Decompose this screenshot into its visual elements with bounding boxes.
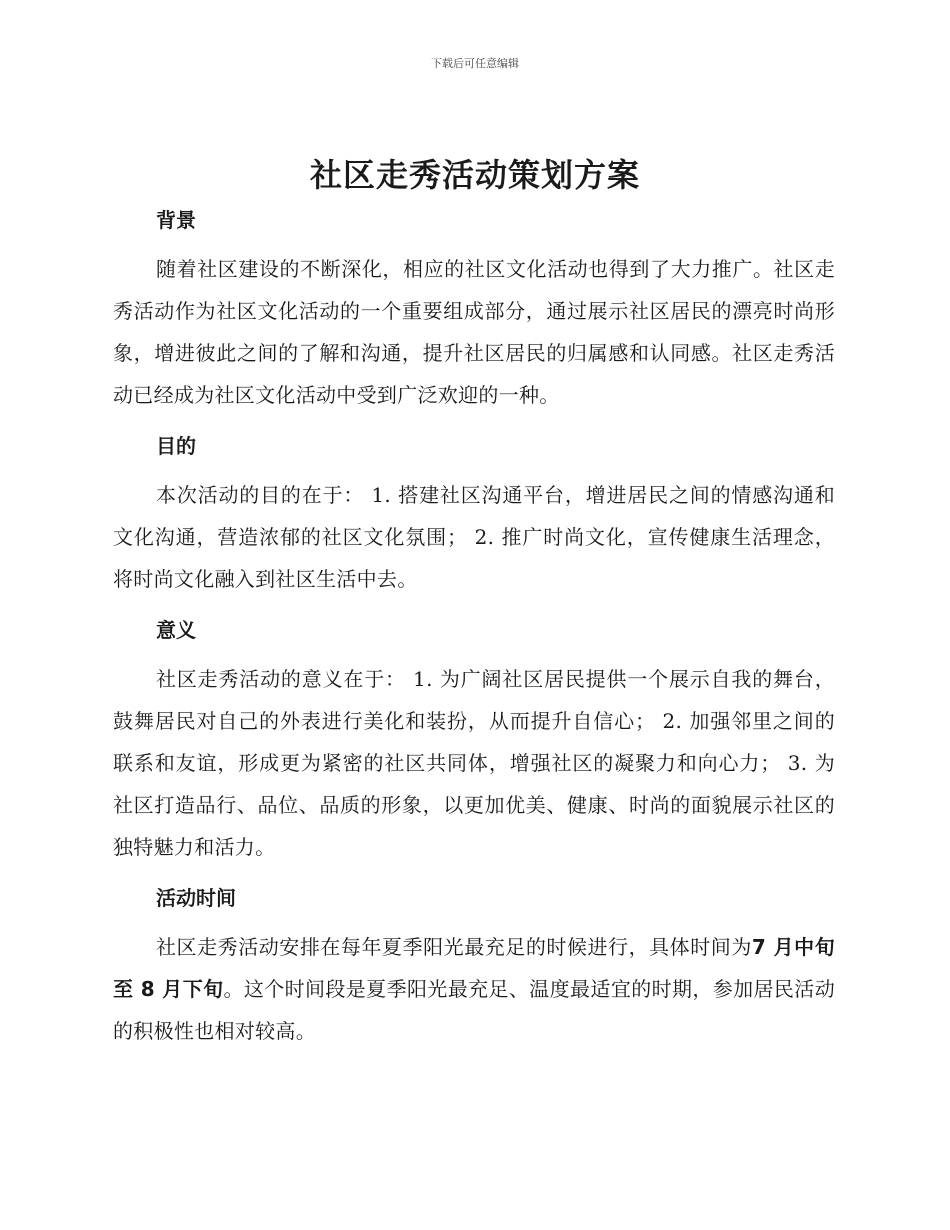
section-heading-background: 背景 <box>156 208 196 232</box>
section-significance <box>113 616 835 868</box>
time-body-end: 。这个时间段是夏季阳光最充足、温度最适宜的时期，参加居民活动的积极性也相对较高。 <box>113 977 835 1043</box>
section-body-time <box>113 926 835 1052</box>
section-purpose <box>113 432 835 600</box>
document-title: 社区走秀活动策划方案 <box>309 156 640 194</box>
document-body <box>113 206 835 1068</box>
section-background <box>113 206 835 416</box>
section-heading-significance: 意义 <box>156 618 196 642</box>
time-body-start: 社区走秀活动安排在每年夏季阳光最充足的时候进行，具体时间为 <box>156 935 752 959</box>
page-header-note: 下载后可任意编辑 <box>431 57 519 70</box>
time-period-emphasis: 7 月中旬至 8 月下旬 <box>113 935 835 1001</box>
section-body-purpose: 本次活动的目的在于： 1. 搭建社区沟通平台，增进居民之间的情感沟通和文化沟通，营造浓郁的社区文化氛围； 2. 推广时尚文化，宣传健康生活理念，将时尚文化融入到社区生活中去。 <box>113 483 835 591</box>
section-heading-time: 活动时间 <box>156 886 236 910</box>
section-body-background: 随着社区建设的不断深化，相应的社区文化活动也得到了大力推广。社区走秀活动作为社区文化活动的一个重要组成部分，通过展示社区居民的漂亮时尚形象，增进彼此之间的了解和沟通，提升社区居民的归属感和认同感。社区走秀活动已经成为社区文化活动中受到广泛欢迎的一种。 <box>113 257 835 407</box>
section-body-significance: 社区走秀活动的意义在于： 1. 为广阔社区居民提供一个展示自我的舞台，鼓舞居民对自己的外表进行美化和装扮，从而提升自信心； 2. 加强邻里之间的联系和友谊，形成更为紧密的社区共同体，增强社区的凝聚力和向心力； 3. 为社区打造品行、品位、品质的形象，以更加优美、健康、时尚的面貌展示社区的独特魅力和活力。 <box>113 667 835 859</box>
section-heading-purpose: 目的 <box>156 434 196 458</box>
section-time <box>113 884 835 1052</box>
